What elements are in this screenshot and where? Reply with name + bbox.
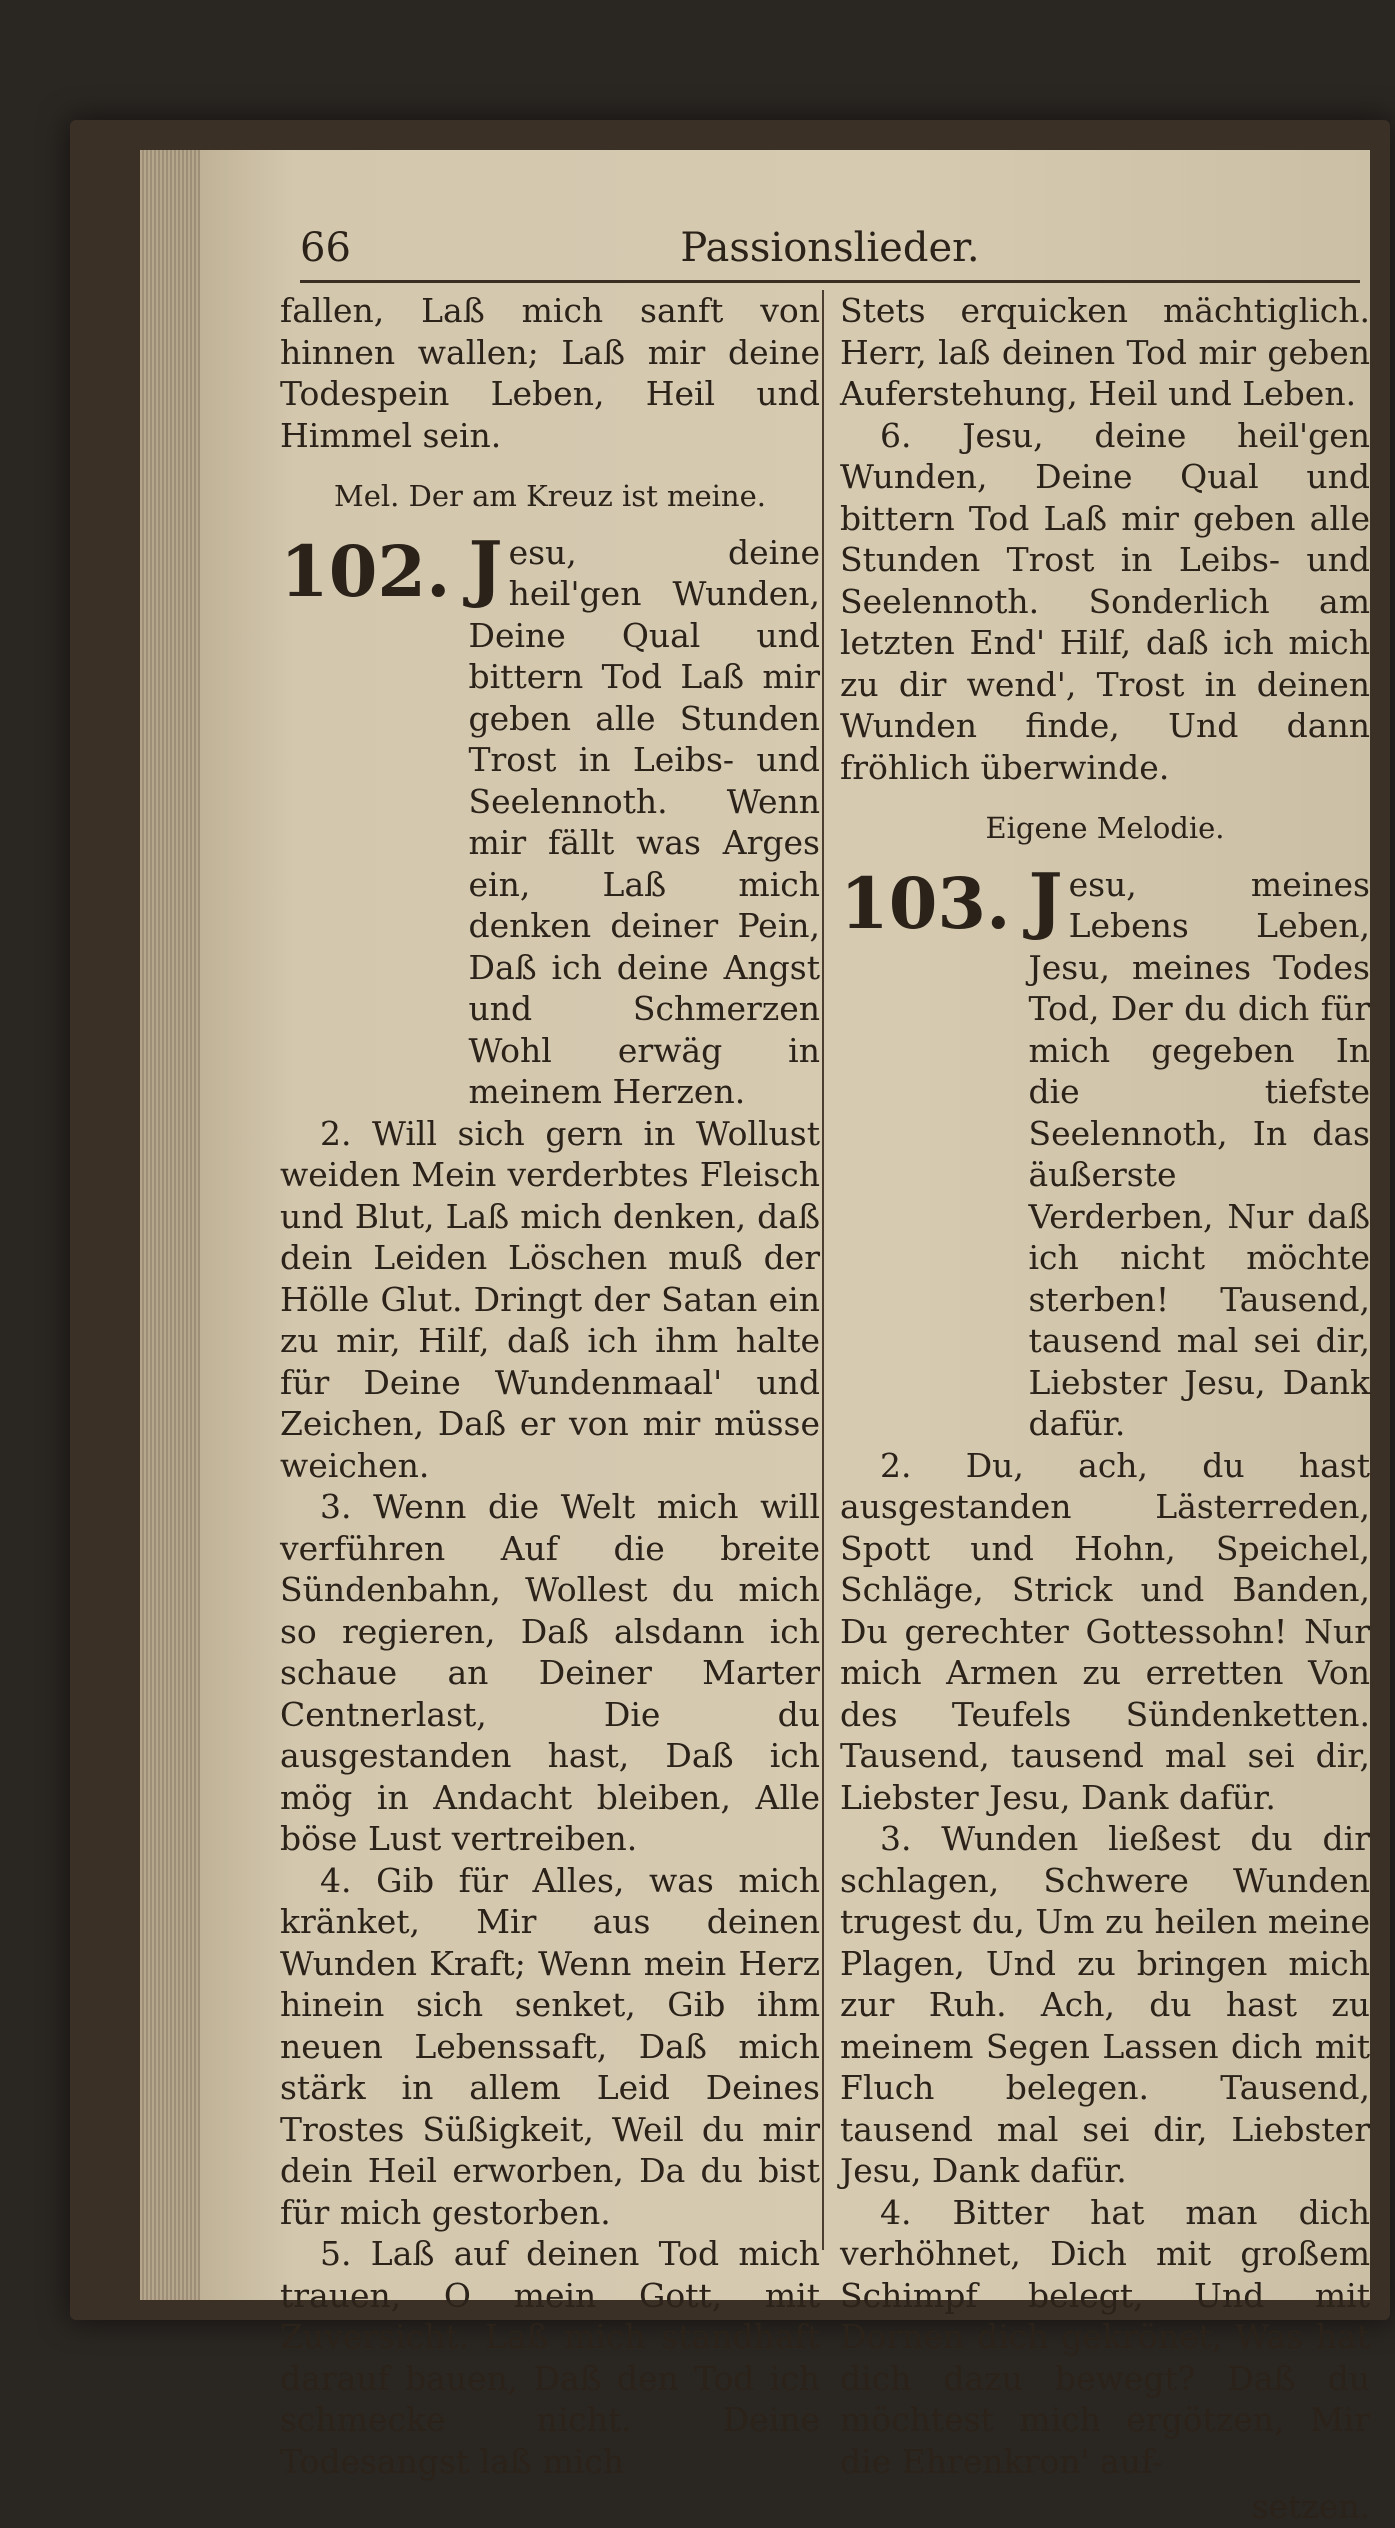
stanza-4: 4. Bitter hat man dich verhöhnet, Dich mit großem Schimpf belegt, Und mit Dornen dich gekrönet, Was hat dich dazu bewegt? Daß du möchtest mich ergötzen, Mir die Ehrenkron' auf-	[840, 2192, 1370, 2481]
stanza-3: 3. Wenn die Welt mich will verführen Auf die breite Sündenbahn, Wollest du mich so regieren, Daß alsdann ich schaue an Deiner Marter Centnerlast, Die du ausgestanden hast, Daß ich mög in Andacht bleiben, Alle böse Lust vertreiben.	[280, 1487, 820, 1858]
left-column	[280, 290, 820, 2482]
hymn-first-text: esu, meines Lebens Leben, Jesu, meines Todes Tod, Der du dich für mich gegeben In die tiefste Seelennoth, In das äußerste Verderben, Nur daß ich nicht möchte sterben! Tausend, tausend mal sei dir, Liebster Jesu, Dank dafür.	[1028, 864, 1370, 1443]
drop-cap: J	[1028, 856, 1063, 942]
continuation-text: fallen, Laß mich sanft von hinnen wallen; Laß mir deine Todespein Leben, Heil und Himmel sein.	[280, 291, 820, 455]
melody-line: Eigene Melodie.	[985, 811, 1225, 845]
right-column	[840, 290, 1370, 2528]
hymn-number: 102.	[280, 529, 451, 613]
column-divider	[822, 290, 824, 2250]
drop-cap: J	[468, 524, 503, 610]
catchword: setzen.	[1251, 2487, 1370, 2526]
hymn-number: 103.	[840, 861, 1011, 945]
hymn-first-stanza	[1028, 856, 1371, 1445]
stanza-6: 6. Jesu, deine heil'gen Wunden, Deine Qual und bittern Tod Laß mir geben alle Stunden Trost in Leibs- und Seelennoth. Sonderlich am letzten End' Hilf, daß ich mich zu dir wend', Trost in deinen Wunden finde, Und dann fröhlich überwinde.	[840, 415, 1370, 787]
hymn-102-start	[280, 524, 820, 1113]
stanza-3: 3. Wunden ließest du dir schlagen, Schwere Wunden trugest du, Um zu heilen meine Plagen, Und zu bringen mich zur Ruh. Ach, du hast zu meinem Segen Lassen dich mit Fluch belegen. Tausend, tausend mal sei dir, Liebster Jesu, Dank dafür.	[840, 1819, 1370, 2190]
hymn-103-start	[840, 856, 1370, 1445]
page-number: 66	[300, 225, 351, 271]
stanza-2: 2. Du, ach, du hast ausgestanden Lästerreden, Spott und Hohn, Speichel, Schläge, Strick und Banden, Du gerechter Gottessohn! Nur mich Armen zu erretten Von des Teufels Sündenketten. Tausend, tausend mal sei dir, Liebster Jesu, Dank dafür.	[840, 1445, 1370, 1817]
stanza-2: 2. Will sich gern in Wollust weiden Mein verderbtes Fleisch und Blut, Laß mich denken, daß dein Leiden Löschen muß der Hölle Glut. Dringt der Satan ein zu mir, Hilf, daß ich ihm halte für Deine Wundenmaal' und Zeichen, Daß er von mir müsse weichen.	[280, 1113, 820, 1485]
running-head: Passionslieder.	[680, 225, 980, 271]
book-page	[200, 150, 1370, 2526]
page-header	[300, 220, 1360, 283]
hymn-first-stanza	[468, 524, 821, 1113]
hymn-first-text: esu, deine heil'gen Wunden, Deine Qual und bittern Tod Laß mir geben alle Stunden Trost in Leibs- und Seelennoth. Wenn mir fällt was Arges ein, Laß mich denken deiner Pein, Daß ich deine Angst und Schmerzen Wohl erwäg in meinem Herzen.	[468, 532, 820, 1111]
stanza-5: 5. Laß auf deinen Tod mich trauen, O mein Gott, mit Zuversicht. Laß mich standhaft darauf bauen, Daß den Tod ich schmecke nicht. Deine Todesangst laß mich	[280, 2234, 820, 2481]
melody-line: Mel. Der am Kreuz ist meine.	[334, 479, 766, 513]
stanza-4: 4. Gib für Alles, was mich kränket, Mir aus deinen Wunden Kraft; Wenn mein Herz hinein sich senket, Gib ihm neuen Lebenssaft, Daß mich stärk in allem Leid Deines Trostes Süßigkeit, Weil du mir dein Heil erworben, Da du bist für mich gestorben.	[280, 1860, 820, 2232]
continuation-text: Stets erquicken mächtiglich. Herr, laß deinen Tod mir geben Auferstehung, Heil und Leben.	[840, 291, 1370, 413]
